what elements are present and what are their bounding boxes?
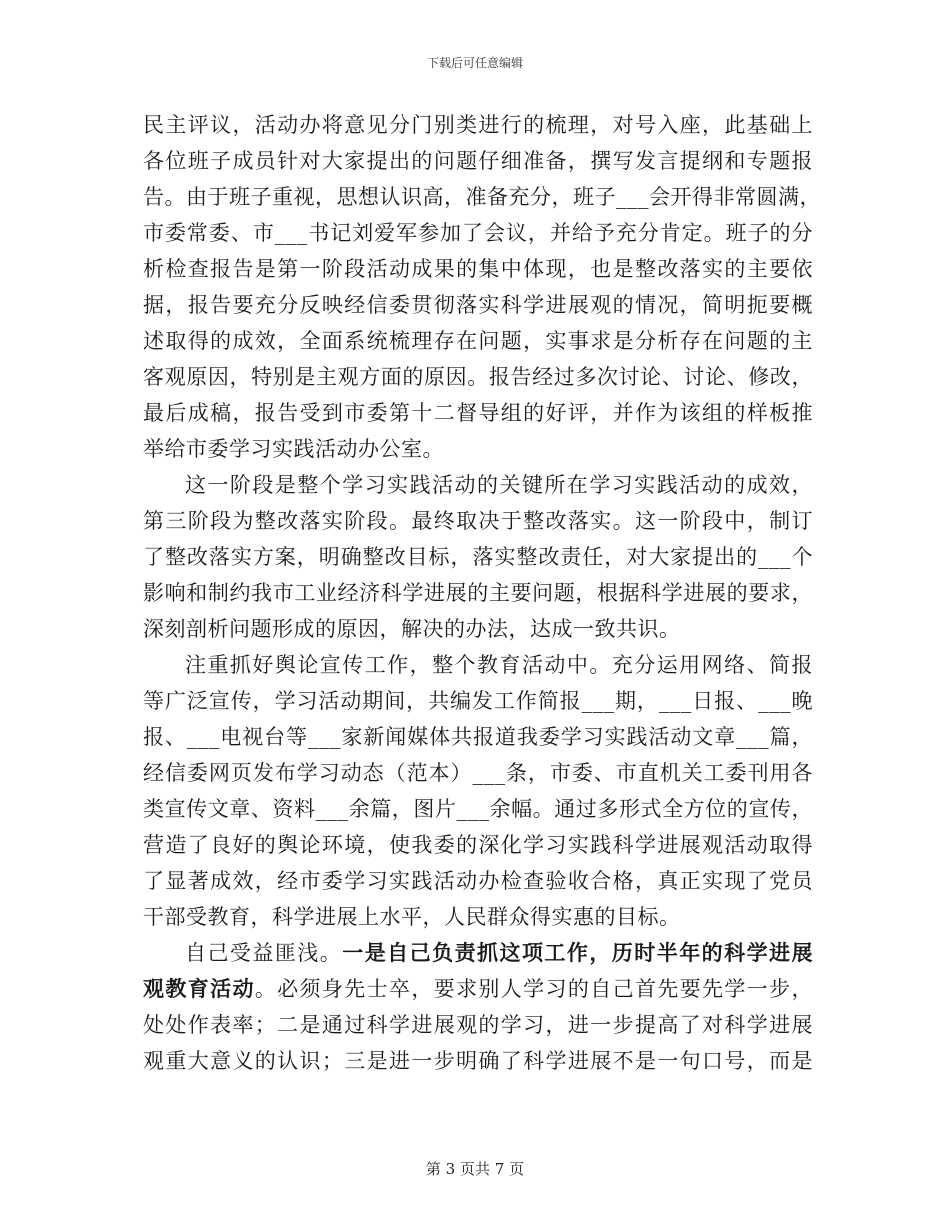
text-line: 了显著成效，经市委学习实践活动办检查验收合格，真正实现了党员 [143, 869, 813, 893]
text-line: 市委常委、市___书记刘爱军参加了会议，并给予充分肯定。班子的分 [143, 221, 813, 245]
text-line: 民主评议，活动办将意见分门别类进行的梳理，对号入座，此基础上 [143, 113, 813, 137]
page-header: 下载后可任意编辑 [426, 56, 523, 70]
page-number: 第 3 页共 7 页 [425, 1160, 525, 1178]
text-line: 影响和制约我市工业经济科学进展的主要问题，根据科学进展的要求， [143, 581, 813, 605]
text-line: 举给市委学习实践活动办公室。 [143, 437, 444, 461]
text-line: 观重大意义的认识；三是进一步明确了科学进展不是一句口号，而是 [143, 1049, 813, 1073]
text-line: 据，报告要充分反映经信委贯彻落实科学进展观的情况，简明扼要概 [143, 293, 813, 317]
text-line: 注重抓好舆论宣传工作，整个教育活动中。充分运用网络、简报 [185, 653, 813, 677]
text-line [143, 935, 813, 971]
text-line: 各位班子成员针对大家提出的问题仔细准备，撰写发言提纲和专题报 [143, 149, 813, 173]
document-body [143, 107, 821, 1079]
text-line: 处处作表率；二是通过科学进展观的学习，进一步提高了对科学进展 [143, 1013, 813, 1037]
text-line: 这一阶段是整个学习实践活动的关键所在学习实践活动的成效， [185, 473, 813, 497]
text-run: 自己受益匪浅。 [185, 941, 343, 965]
text-line: 营造了良好的舆论环境，使我委的深化学习实践科学进展观活动取得 [143, 833, 813, 857]
text-line [143, 971, 813, 1007]
text-line: 客观原因，特别是主观方面的原因。报告经过多次讨论、讨论、修改， [143, 365, 813, 389]
text-line: 等广泛宣传，学习活动期间，共编发工作简报___期，___日报、___晚 [143, 689, 813, 713]
text-line: 经信委网页发布学习动态（范本）___条，市委、市直机关工委刊用各 [143, 761, 813, 785]
bold-text-run: 观教育活动 [143, 976, 255, 1001]
text-line: 最后成稿，报告受到市委第十二督导组的好评，并作为该组的样板推 [143, 401, 813, 425]
bold-text-run: 一是自己负责抓这项工作，历时半年的科学进展 [342, 940, 814, 965]
text-line: 深刻剖析问题形成的原因，解决的办法，达成一致共识。 [143, 617, 681, 641]
text-line: 类宣传文章、资料___余篇，图片___余幅。通过多形式全方位的宣传， [143, 797, 813, 821]
text-line: 干部受教育，科学进展上水平，人民群众得实惠的目标。 [143, 905, 681, 929]
text-line: 了整改落实方案，明确整改目标，落实整改责任，对大家提出的___个 [143, 545, 813, 569]
text-line: 述取得的成效，全面系统梳理存在问题，实事求是分析存在问题的主 [143, 329, 813, 353]
text-line: 析检查报告是第一阶段活动成果的集中体现，也是整改落实的主要依 [143, 257, 813, 281]
text-run: 。必须身先士卒，要求别人学习的自己首先要先学一步， [254, 977, 813, 1001]
text-line: 报、___电视台等___家新闻媒体共报道我委学习实践活动文章___篇， [143, 725, 813, 749]
text-line: 告。由于班子重视，思想认识高，准备充分，班子___会开得非常圆满， [143, 185, 821, 209]
text-line: 第三阶段为整改落实阶段。最终取决于整改落实。这一阶段中，制订 [143, 509, 813, 533]
